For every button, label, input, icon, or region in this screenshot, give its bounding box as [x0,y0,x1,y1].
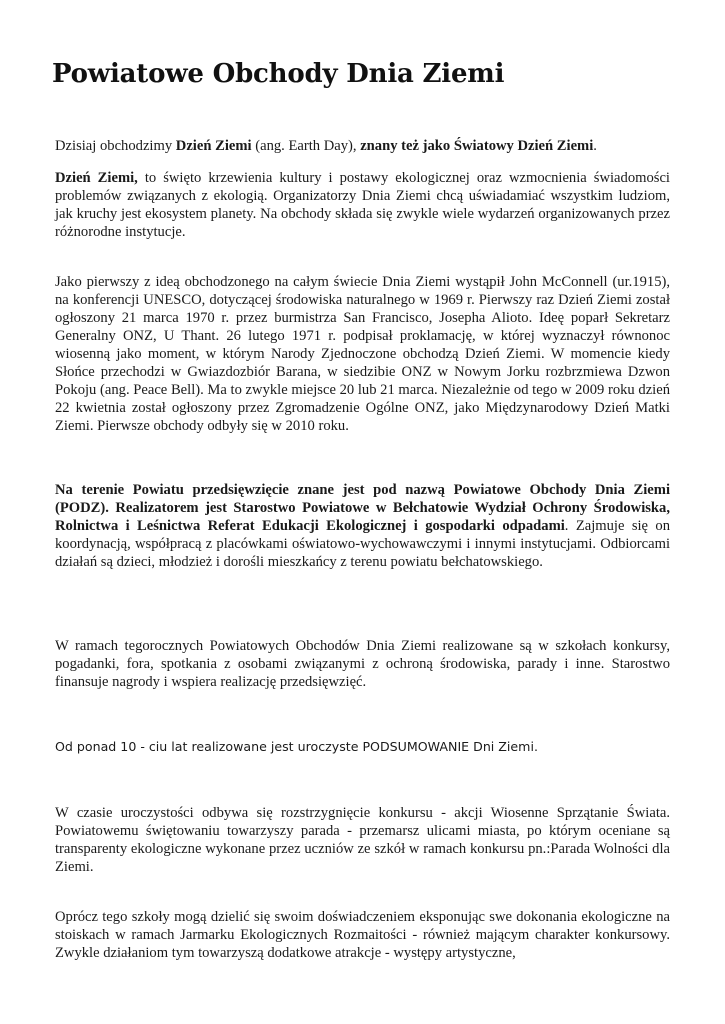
intro-text-1: Dzisiaj obchodzimy [55,138,176,154]
ceremony-paragraph [55,804,670,876]
intro-text-3: . [593,138,597,154]
summary-text: Od ponad 10 - ciu lat realizowane jest uroczyste PODSUMOWANIE Dni Ziemi. [55,739,538,754]
events-text: W ramach tegorocznych Powiatowych Obchodów Dnia Ziemi realizowane są w szkołach konkursy, pogadanki, fora, spotkania z osobami związanymi z ochroną środowiska, parady i inne. Starostwo finansuje nagrody i wspiera realizację przedsięwzięć. [55,638,670,690]
history-paragraph [55,273,670,435]
fair-text: Oprócz tego szkoły mogą dzielić się swoim doświadczeniem eksponując swe dokonania ekologiczne na stoiskach w ramach Jarmarku Ekologicznych Rozmaitości - również mającym charakter konkursowy. Zwykle działaniom tym towarzyszą dodatkowe atrakcje - występy artystyczne, [55,909,670,961]
definition-paragraph [55,169,670,241]
history-text: Jako pierwszy z ideą obchodzonego na całym świecie Dnia Ziemi wystąpił John McConnell (ur.1915), na konferencji UNESCO, dotyczącej środowiska naturalnego w 1969 r. Pierwszy raz Dzień Ziemi został ogłoszony 21 marca 1970 r. przez burmistrza San Francisco, Josepha Alioto. Ideę poparł Sekretarz Generalny ONZ, U Thant. 26 lutego 1971 r. podpisał proklamację, w której wyznaczył równonoc wiosenną jako moment, w którym Narody Zjednoczone obchodzą Dzień Ziemi. W momencie kiedy Słońce przechodzi w Gwiazdozbiór Barana, w siedzibie ONZ w Nowym Jorku rozbrzmiewa Dzwon Pokoju (ang. Peace Bell). Ma to zwykle miejsce 20 lub 21 marca. Niezależnie od tego w 2009 roku dzień 22 kwietnia został ogłoszony przez Zgromadzenie Ogólne ONZ, jako Międzynarodowy Dzień Matki Ziemi. Pierwsze obchody odbyły się w 2010 roku. [55,274,670,434]
intro-paragraph [55,137,670,155]
county-text: . Zajmuje się on koordynacją, współpracą z placówkami oświatowo-wychowawczymi i innymi instytucjami. Odbiorcami działań są dzieci, młodzież i dorośli mieszkańcy z terenu powiatu bełchatowskiego. [55,518,671,570]
intro-bold-1: Dzień Ziemi [175,138,252,154]
intro-bold-2: znany też jako Światowy Dzień Ziemi [360,138,594,154]
events-paragraph [55,637,670,691]
intro-text-2: (ang. Earth Day), [251,138,361,154]
definition-text: to święto krzewienia kultury i postawy ekologicznej oraz wzmocnienia świadomości problemów związanych z ekologią. Organizatorzy Dnia Ziemi chcą uświadamiać wszystkim ludziom, jak kruchy jest ekosystem planety. Na obchody składa się zwykle wiele wydarzeń organizowanych przez różnorodne instytucje. [55,170,670,240]
definition-bold: Dzień Ziemi, [55,170,138,186]
fair-paragraph [55,908,670,962]
ceremony-text: W czasie uroczystości odbywa się rozstrzygnięcie konkursu - akcji Wiosenne Sprzątanie Świata. Powiatowemu świętowaniu towarzyszy parada - przemarsz ulicami miasta, po którym oceniane są transparenty ekologiczne wykonane przez uczniów ze szkół w ramach konkursu pn.:Parada Wolności dla Ziemi. [55,805,670,875]
county-paragraph [55,481,670,571]
summary-paragraph [55,738,670,756]
page-title: Powiatowe Obchody Dnia Ziemi [52,59,505,89]
county-bold: Na terenie Powiatu przedsięwzięcie znane jest pod nazwą Powiatowe Obchody Dnia Ziemi (PODZ). Realizatorem jest Starostwo Powiatowe w Bełchatowie Wydział Ochrony Środowiska, Rolnictwa i Leśnictwa Referat Edukacji Ekologicznej i gospodarki odpadami [55,482,670,534]
